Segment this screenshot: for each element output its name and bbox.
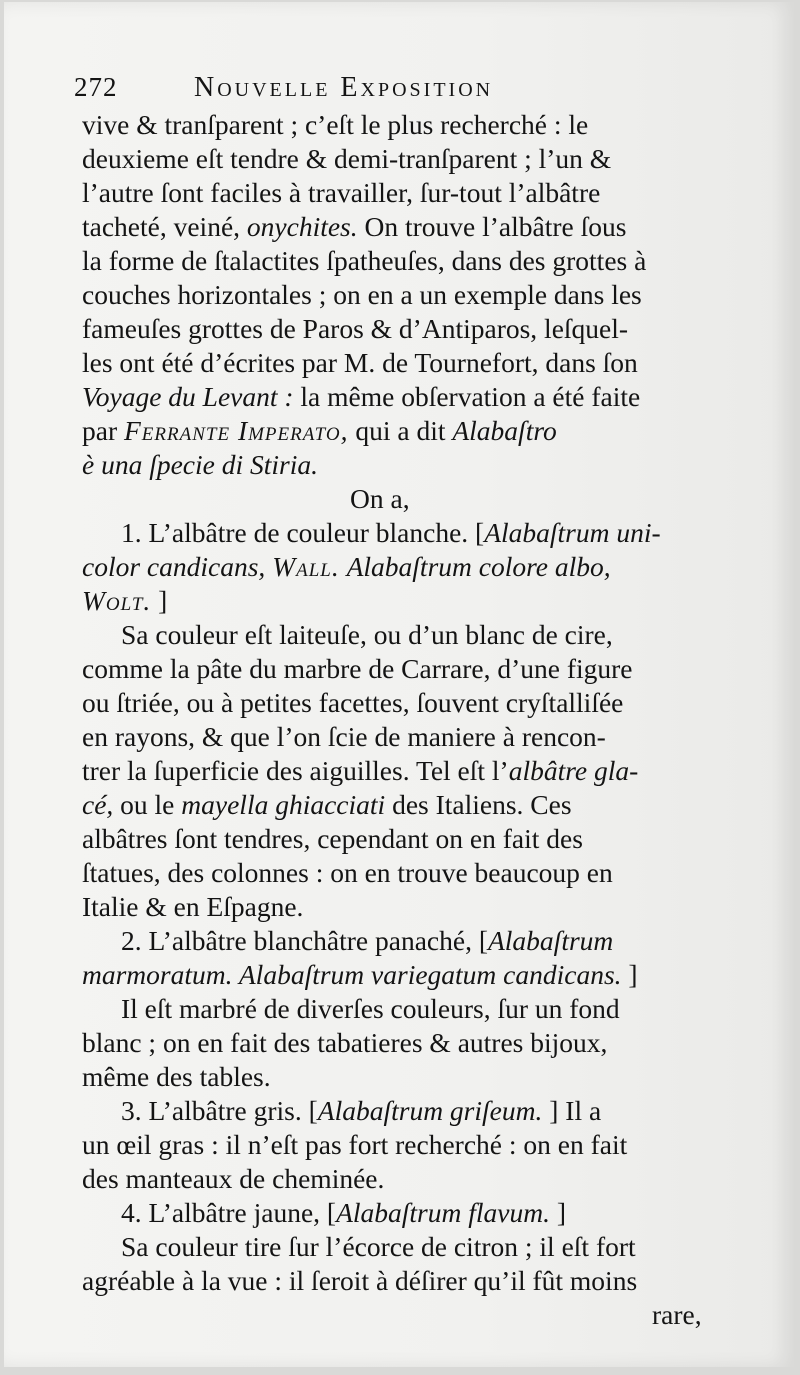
text-line: 2. L’albâtre blanchâtre panaché, [Alabaſtrum [121, 925, 614, 956]
text-line: la forme de ſtalactites ſpatheuſes, dans des grottes à [82, 245, 647, 276]
text-line: 4. L’albâtre jaune, [Alabaſtrum flavum. ] [121, 1197, 567, 1228]
text-line: comme la pâte du marbre de Carrare, d’une figure [82, 653, 633, 684]
page-header [74, 72, 724, 112]
text-line: Sa couleur eſt laiteuſe, ou d’un blanc de cire, [121, 619, 613, 650]
text-line: un œil gras : il n’eſt pas fort recherché : on en fait [82, 1129, 628, 1160]
text-line: les ont été d’écrites par M. de Tournefort, dans ſon [82, 347, 638, 378]
text-line: agréable à la vue : il ſeroit à déſirer qu’il fût moins [82, 1265, 638, 1296]
text-line: deuxieme eſt tendre & demi-tranſparent ; l’un & [82, 143, 612, 174]
text-line: blanc ; on en fait des tabatieres & autres bijoux, [82, 1027, 608, 1058]
text-line: Il eſt marbré de diverſes couleurs, ſur un fond [121, 993, 620, 1024]
text-line: 3. L’albâtre gris. [Alabaſtrum griſeum. ] Il a [121, 1095, 602, 1126]
text-line: 1. L’albâtre de couleur blanche. [Alabaſtrum uni- [121, 517, 661, 548]
text-line: tacheté, veiné, onychites. On trouve l’albâtre ſous [82, 211, 627, 242]
text-line: vive & tranſparent ; c’eſt le plus recherché : le [82, 109, 589, 140]
text-line: trer la ſuperficie des aiguilles. Tel eſt l’albâtre gla- [82, 755, 639, 786]
text-line: par Ferrante Imperato, qui a dit Alabaſtro [82, 415, 557, 446]
book-page [4, 2, 794, 1367]
text-line: en rayons, & que l’on ſcie de maniere à rencon- [82, 721, 606, 752]
text-line: même des tables. [82, 1061, 271, 1092]
text-line: è una ſpecie di Stiria. [82, 449, 318, 480]
running-title: Nouvelle Exposition [194, 72, 494, 103]
text-line: Sa couleur tire ſur l’écorce de citron ; il eſt fort [121, 1231, 636, 1262]
text-line: cé, ou le mayella ghiacciati des Italiens. Ces [82, 789, 572, 820]
text-line: l’autre ſont faciles à travailler, ſur-tout l’albâtre [82, 177, 601, 208]
text-line: albâtres ſont tendres, cependant on en fait des [82, 823, 583, 854]
text-line: marmoratum. Alabaſtrum variegatum candicans. ] [82, 959, 638, 990]
text-line: Voyage du Levant : la même obſervation a été faite [82, 381, 641, 412]
section-heading: On a, [350, 483, 410, 514]
page-number: 272 [74, 72, 118, 102]
text-line: ſtatues, des colonnes : on en trouve beaucoup en [82, 857, 613, 888]
catchword: rare, [652, 1299, 702, 1330]
text-line: Wolt. ] [82, 585, 168, 616]
text-line: color candicans, Wall. Alabaſtrum colore albo, [82, 551, 611, 582]
text-line: fameuſes grottes de Paros & d’Antiparos, leſquel- [82, 313, 629, 344]
text-line: ou ſtriée, ou à petites facettes, ſouvent cryſtalliſée [82, 687, 624, 718]
text-line: couches horizontales ; on en a un exemple dans les [82, 279, 642, 310]
text-line: des manteaux de cheminée. [82, 1163, 385, 1194]
text-line: Italie & en Eſpagne. [82, 891, 304, 922]
